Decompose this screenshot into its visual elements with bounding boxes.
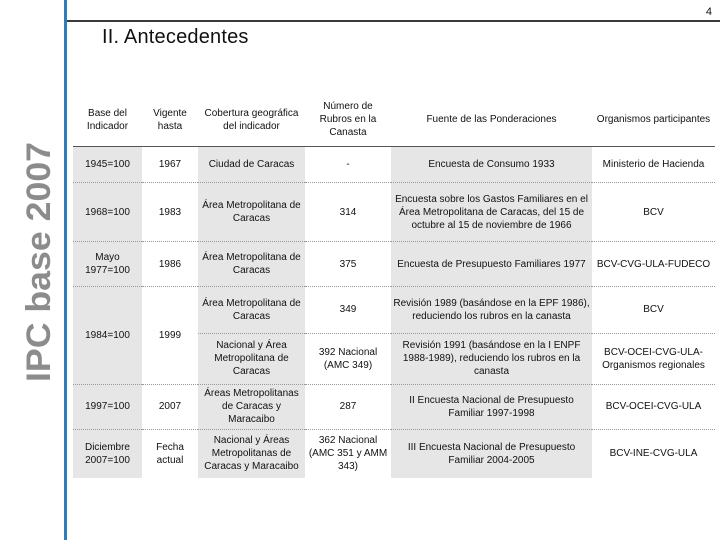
cell-fuente: Encuesta de Presupuesto Familiares 1977 bbox=[391, 242, 592, 287]
cell-organismos: Ministerio de Hacienda bbox=[602, 158, 705, 170]
cell-fuente: II Encuesta Nacional de Presupuesto Familiar 1997-1998 bbox=[391, 384, 592, 429]
cell-rubros: 349 bbox=[305, 287, 391, 334]
cell-vigente: 1986 bbox=[142, 242, 198, 287]
cell-cobertura: Nacional y Área Metropolitana de Caracas bbox=[198, 333, 305, 384]
cell-cobertura: Ciudad de Caracas bbox=[198, 146, 305, 183]
cell-rubros: 392 Nacional (AMC 349) bbox=[305, 333, 391, 384]
table-row bbox=[73, 146, 715, 183]
cell-fuente: Encuesta de Consumo 1933 bbox=[391, 146, 592, 183]
cell-vigente: Fecha actual bbox=[142, 429, 198, 478]
cell-rubros: - bbox=[346, 158, 350, 170]
cell-base: 1945=100 bbox=[73, 146, 142, 183]
side-label-graphic bbox=[6, 140, 62, 385]
cell-rubros: 314 bbox=[305, 183, 391, 242]
cell-vigente: 1967 bbox=[158, 158, 182, 170]
cell-vigente: 1999 bbox=[142, 287, 198, 385]
cell-fuente: Revisión 1989 (basándose en la EPF 1986), reduciendo los rubros en la canasta bbox=[391, 287, 592, 334]
col-header-vigente: Vigente hasta bbox=[142, 94, 198, 146]
col-header-organismos: Organismos participantes bbox=[592, 94, 715, 146]
col-header-cobertura: Cobertura geográfica del indicador bbox=[198, 94, 305, 146]
col-header-rubros: Número de Rubros en la Canasta bbox=[305, 94, 391, 146]
table-row bbox=[73, 384, 715, 429]
col-header-fuente: Fuente de las Ponderaciones bbox=[391, 94, 592, 146]
cell-rubros: 362 Nacional (AMC 351 y AMM 343) bbox=[305, 429, 391, 478]
cell-organismos: BCV-INE-CVG-ULA bbox=[592, 429, 715, 478]
table-row bbox=[73, 183, 715, 242]
col-header-base: Base del Indicador bbox=[73, 94, 142, 146]
table-header-row bbox=[73, 94, 715, 146]
cell-fuente: Revisión 1991 (basándose en la I ENPF 1988-1989), reduciendo los rubros en la canasta bbox=[391, 333, 592, 384]
cell-base: Diciembre 2007=100 bbox=[73, 429, 142, 478]
cell-organismos: BCV-OCEI-CVG-ULA-Organismos regionales bbox=[592, 333, 715, 384]
antecedentes-table bbox=[73, 94, 715, 478]
left-accent-rule bbox=[64, 0, 67, 540]
cell-rubros: 375 bbox=[305, 242, 391, 287]
cell-cobertura: Nacional y Áreas Metropolitanas de Caracas y Maracaibo bbox=[198, 429, 305, 478]
antecedentes-table-container bbox=[73, 94, 715, 478]
top-rule bbox=[66, 20, 720, 22]
cell-cobertura: Área Metropolitana de Caracas bbox=[198, 242, 305, 287]
side-label bbox=[6, 140, 62, 385]
page-number: 4 bbox=[705, 6, 712, 18]
side-label-text: IPC base 2007 bbox=[20, 153, 58, 382]
cell-base: 1984=100 bbox=[73, 287, 142, 385]
cell-fuente: Encuesta sobre los Gastos Familiares en el Área Metropolitana de Caracas, del 15 de octubre al 15 de noviembre de 1966 bbox=[391, 183, 592, 242]
cell-base: Mayo 1977=100 bbox=[73, 242, 142, 287]
cell-base: 1968=100 bbox=[73, 183, 142, 242]
page-title: II. Antecedentes bbox=[102, 26, 249, 48]
cell-vigente: 2007 bbox=[142, 384, 198, 429]
cell-fuente: III Encuesta Nacional de Presupuesto Familiar 2004-2005 bbox=[391, 429, 592, 478]
cell-rubros: 287 bbox=[305, 384, 391, 429]
table-row bbox=[73, 287, 715, 334]
cell-organismos: BCV bbox=[592, 183, 715, 242]
cell-cobertura: Áreas Metropolitanas de Caracas y Maracaibo bbox=[198, 384, 305, 429]
cell-cobertura: Área Metropolitana de Caracas bbox=[198, 183, 305, 242]
cell-organismos: BCV bbox=[592, 287, 715, 334]
cell-base: 1997=100 bbox=[73, 384, 142, 429]
table-row bbox=[73, 242, 715, 287]
table-row bbox=[73, 429, 715, 478]
cell-organismos: BCV-OCEI-CVG-ULA bbox=[592, 384, 715, 429]
cell-vigente: 1983 bbox=[142, 183, 198, 242]
cell-cobertura: Área Metropolitana de Caracas bbox=[198, 287, 305, 334]
cell-organismos: BCV-CVG-ULA-FUDECO bbox=[592, 242, 715, 287]
